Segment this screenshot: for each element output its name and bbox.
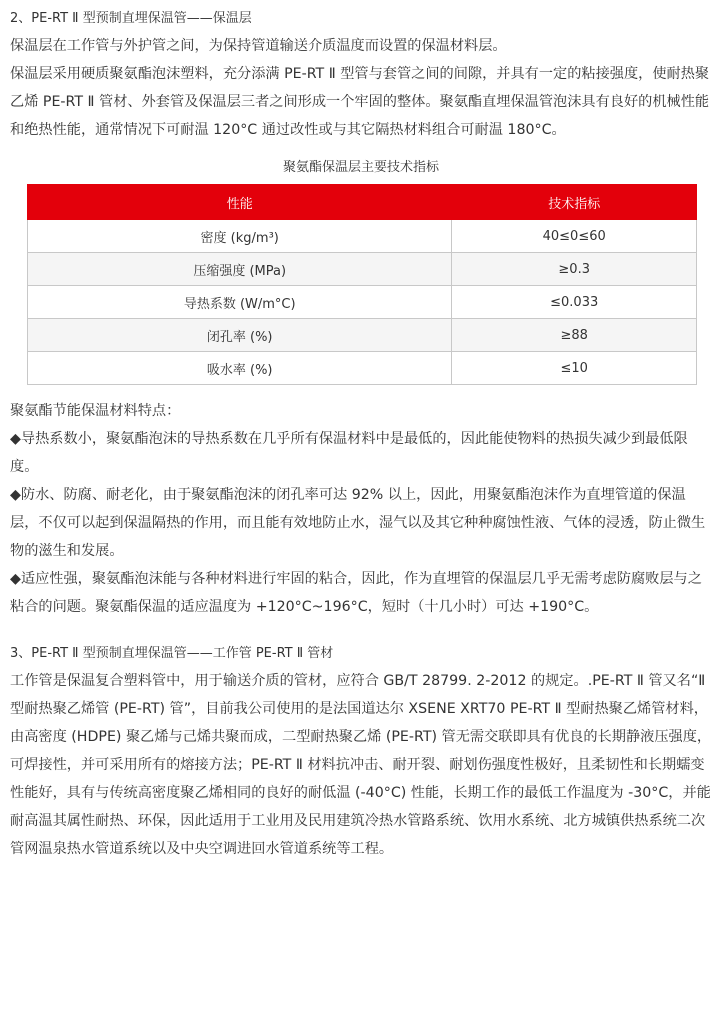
table-row xyxy=(28,253,697,286)
table-row xyxy=(28,220,697,253)
table-cell-value: ≥0.3 xyxy=(452,253,697,286)
table-cell-value: ≤0.033 xyxy=(452,286,697,319)
table-row xyxy=(28,286,697,319)
spec-table xyxy=(27,184,697,385)
table-cell-value: ≥88 xyxy=(452,319,697,352)
table-header-property: 性能 xyxy=(28,185,452,220)
feature-item-3: ◆适应性强，聚氨酯泡沫能与各种材料进行牢固的粘合，因此，作为直埋管的保温层几乎无需考虑防腐败层与之粘合的问题。聚氨酯保温的适应温度为 +120°C~196°C，短时（十几小时）可达 +190°C。 xyxy=(10,571,702,615)
table-cell-property: 密度 (kg/m³) xyxy=(28,220,452,253)
table-header-spec: 技术指标 xyxy=(452,185,697,220)
table-title: 聚氨酯保温层主要技术指标 xyxy=(282,160,439,175)
table-header-row xyxy=(28,185,697,220)
features-title: 聚氨酯节能保温材料特点： xyxy=(10,403,181,419)
section-3-heading: 3、PE-RT Ⅱ 型预制直埋保温管——工作管 PE-RT Ⅱ 管材 xyxy=(10,646,334,661)
table-cell-property: 吸水率 (%) xyxy=(28,352,452,385)
table-row xyxy=(28,319,697,352)
table-cell-value: 40≤0≤60 xyxy=(452,220,697,253)
feature-item-1: ◆导热系数小，聚氨酯泡沫的导热系数在几乎所有保温材料中是最低的，因此能使物料的热损失减少到最低限度。 xyxy=(10,431,688,475)
table-cell-property: 导热系数 (W/m°C) xyxy=(28,286,452,319)
section-2-heading: 2、PE-RT Ⅱ 型预制直埋保温管——保温层 xyxy=(10,11,252,26)
section-2-paragraph-2: 保温层采用硬质聚氨酯泡沫塑料，充分添满 PE-RT Ⅱ 型管与套管之间的间隙，并具有一定的粘接强度，使耐热聚乙烯 PE-RT Ⅱ 管材、外套管及保温层三者之间形成一个牢固的整体。聚氨酯直埋保温管泡沫具有良好的机械性能和绝热性能，通常情况下可耐温 120°C 通过改性或与其它隔热材料组合可耐温 180°C。 xyxy=(10,66,710,138)
table-cell-property: 闭孔率 (%) xyxy=(28,319,452,352)
section-3-paragraph-1: 工作管是保温复合塑料管中，用于输送介质的管材，应符合 GB/T 28799. 2-2012 的规定。.PE-RT Ⅱ 管又名“Ⅱ 型耐热聚乙烯管 (PE-RT) 管”，目前我公司使用的是法国道达尔 XSENE XRT70 PE-RT Ⅱ 型耐热聚乙烯管材料，由高密度 (HDPE) 聚乙烯与己烯共聚而成，二型耐热聚乙烯 (PE-RT) 管无需交联即具有优良的长期静液压强度，可焊接性，并可采用所有的熔接方法；PE-RT Ⅱ 材料抗冲击、耐开裂、耐划伤强度性极好，且柔韧性和长期蠕变性能好，具有与传统高密度聚乙烯相同的良好的耐低温 (-40°C) 性能，长期工作的最低工作温度为 -30°C，并能耐高温其属性耐热、环保，因此适用于工业用及民用建筑冷热水管路系统、饮用水系统、北方城镇供热系统二次管网温泉热水管道系统以及中央空调进回水管道系统等工程。 xyxy=(10,673,712,857)
feature-item-2: ◆防水、防腐、耐老化，由于聚氨酯泡沫的闭孔率可达 92% 以上，因此，用聚氨酯泡沫作为直埋管道的保温层，不仅可以起到保温隔热的作用，而且能有效地防止水，湿气以及其它种种腐蚀性液、气体的浸透，防止微生物的滋生和发展。 xyxy=(10,487,706,559)
table-cell-value: ≤10 xyxy=(452,352,697,385)
table-cell-property: 压缩强度 (MPa) xyxy=(28,253,452,286)
section-2-paragraph-1: 保温层在工作管与外护管之间，为保持管道输送介质温度而设置的保温材料层。 xyxy=(10,38,507,54)
section-spacer xyxy=(10,621,712,635)
article xyxy=(0,8,720,863)
table-row xyxy=(28,352,697,385)
